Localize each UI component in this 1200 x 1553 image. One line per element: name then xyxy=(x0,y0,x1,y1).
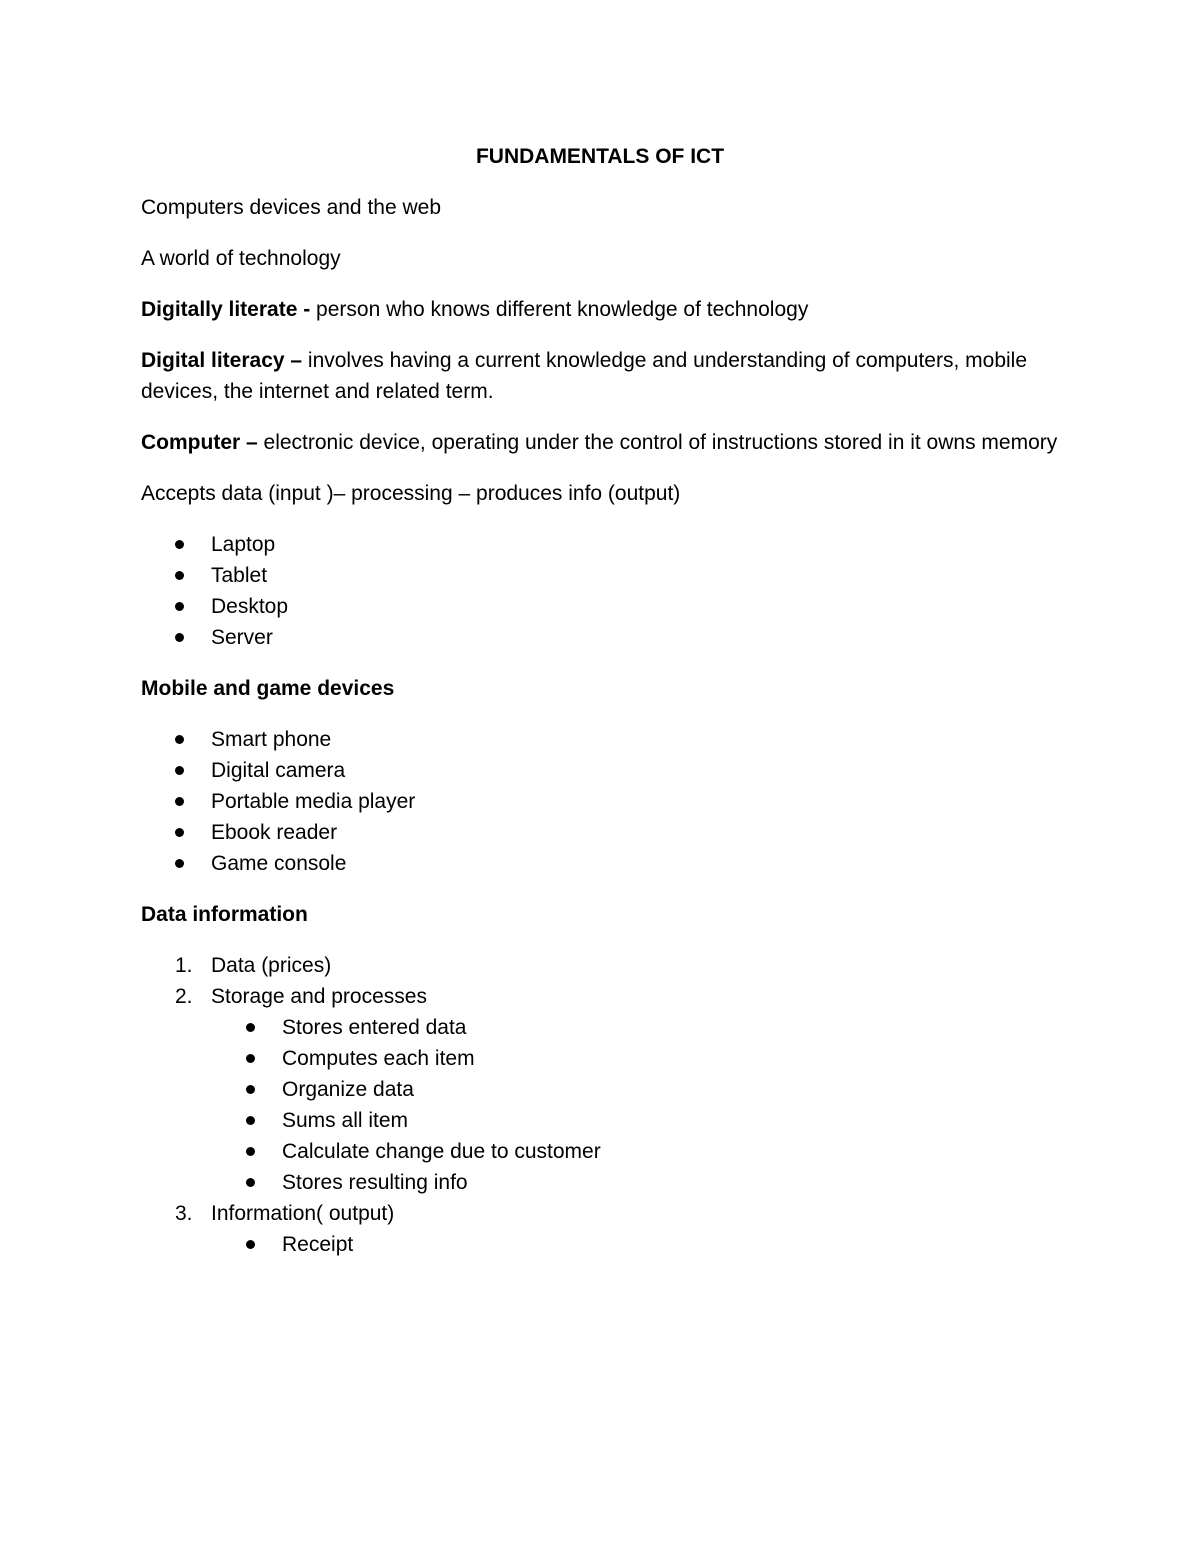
document-body xyxy=(141,141,1071,1260)
sub-list-item: Calculate change due to customer xyxy=(211,1136,1071,1167)
list-item: Desktop xyxy=(141,591,1071,622)
document-title: FUNDAMENTALS OF ICT xyxy=(475,145,725,168)
numbered-item xyxy=(141,1198,1071,1260)
item-label: Storage and processes xyxy=(211,985,427,1008)
mobile-heading: Mobile and game devices xyxy=(141,677,395,700)
numbered-item xyxy=(141,981,1071,1198)
definition-digital-literacy xyxy=(141,345,1071,407)
computer-list xyxy=(141,529,1071,653)
subtitle-computers: Computers devices and the web xyxy=(141,196,441,219)
process-line: Accepts data (input )– processing – produces info (output) xyxy=(141,482,681,505)
item-label: Data (prices) xyxy=(211,954,332,977)
definition-text: person who knows different knowledge of technology xyxy=(310,298,809,321)
list-item: Smart phone xyxy=(141,724,1071,755)
sub-list xyxy=(211,1012,1071,1198)
sub-list-item: Sums all item xyxy=(211,1105,1071,1136)
numbered-item xyxy=(141,950,1071,981)
mobile-list xyxy=(141,724,1071,879)
item-number: 1. xyxy=(175,954,193,977)
definition-computer xyxy=(141,427,1071,458)
item-number: 2. xyxy=(175,985,193,1008)
list-item: Laptop xyxy=(141,529,1071,560)
sub-list-item: Organize data xyxy=(211,1074,1071,1105)
list-item: Server xyxy=(141,622,1071,653)
list-item: Ebook reader xyxy=(141,817,1071,848)
sub-list xyxy=(211,1229,1071,1260)
list-item: Digital camera xyxy=(141,755,1071,786)
data-heading: Data information xyxy=(141,903,308,926)
item-label: Information( output) xyxy=(211,1202,395,1225)
item-number: 3. xyxy=(175,1202,193,1225)
list-item: Game console xyxy=(141,848,1071,879)
definition-text: involves having a current knowledge and understanding of computers, mobile devices, the internet and related term. xyxy=(141,349,1028,403)
definition-term: Computer – xyxy=(141,431,258,454)
definition-digitally-literate xyxy=(141,294,1071,325)
sub-list-item: Receipt xyxy=(211,1229,1071,1260)
definition-text: electronic device, operating under the control of instructions stored in it owns memory xyxy=(257,431,1058,454)
subtitle-world: A world of technology xyxy=(141,247,341,270)
definition-term: Digitally literate - xyxy=(141,298,311,321)
data-steps-list xyxy=(141,950,1071,1260)
definition-term: Digital literacy – xyxy=(141,349,303,372)
sub-list-item: Stores entered data xyxy=(211,1012,1071,1043)
sub-list-item: Computes each item xyxy=(211,1043,1071,1074)
list-item: Portable media player xyxy=(141,786,1071,817)
list-item: Tablet xyxy=(141,560,1071,591)
sub-list-item: Stores resulting info xyxy=(211,1167,1071,1198)
